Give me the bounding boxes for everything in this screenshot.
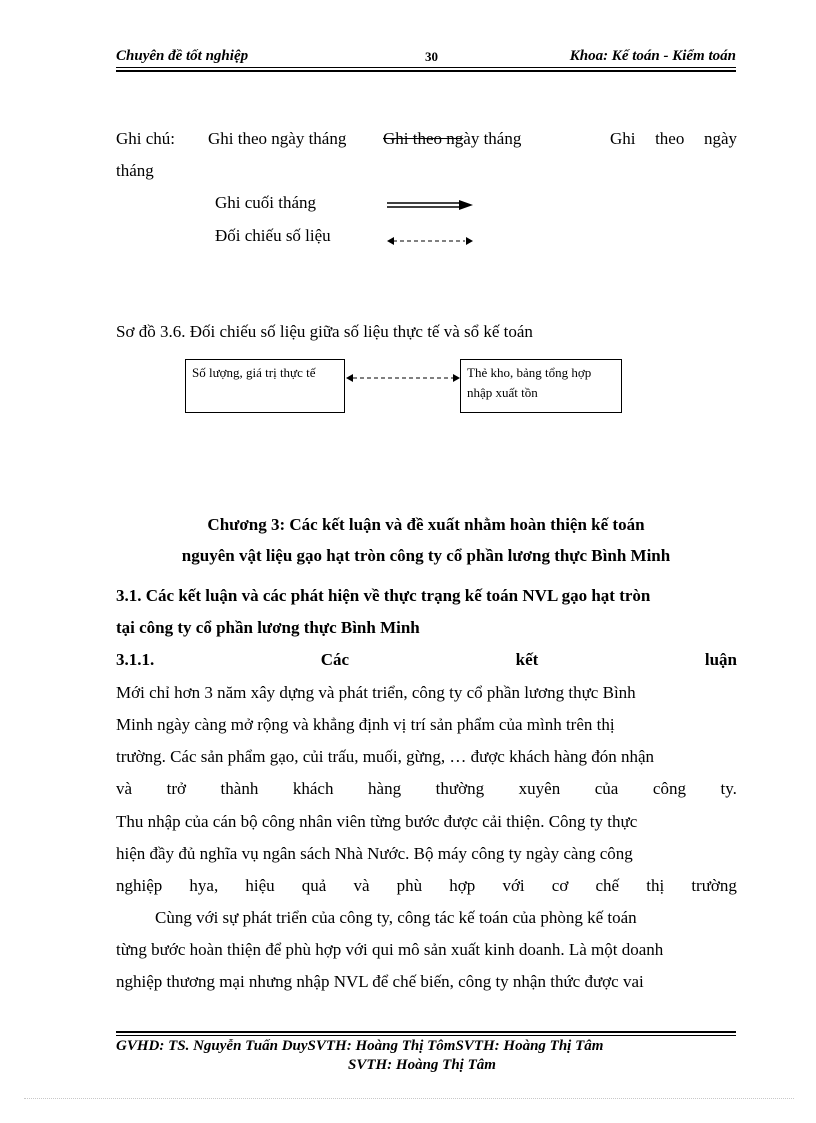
legend-reconcile: Đối chiếu số liệu — [215, 226, 331, 245]
diagram-box-ledger: Thẻ kho, bảng tổng hợp nhập xuất tồn — [460, 359, 622, 413]
header-rule — [116, 67, 736, 68]
word: trường — [691, 876, 737, 895]
footer-line1: GVHD: TS. Nguyễn Tuấn DuySVTH: Hoàng Thị TômSVTH: Hoàng Thị Tâm — [116, 1038, 604, 1054]
legend-month-end: Ghi cuối tháng — [215, 193, 317, 212]
word: của — [594, 779, 619, 798]
dashed-bidirectional-arrow-icon — [385, 235, 475, 247]
body-line: Thu nhập của cán bộ công nhân viên từng bước được cải thiện. Công ty thực — [116, 812, 638, 831]
word: quả — [301, 876, 327, 895]
footer-rule — [116, 1035, 736, 1036]
body-line-justified — [116, 876, 737, 896]
header-rule-thick — [116, 70, 736, 72]
word: thành — [220, 779, 259, 798]
word: thị — [646, 876, 665, 895]
header-left: Chuyên đề tốt nghiệp — [116, 48, 249, 64]
legend-wrap: tháng — [116, 161, 154, 180]
word: và — [353, 876, 370, 895]
legend-struck-text: Ghi theo ng — [383, 129, 464, 148]
word: cơ — [551, 876, 569, 895]
word: xuyên — [518, 779, 561, 798]
double-arrow-icon — [385, 198, 475, 214]
diagram-box-actual: Số lượng, giá trị thực tế — [185, 359, 345, 413]
word: Ghi — [610, 129, 636, 148]
word: hợp — [449, 876, 476, 895]
word: phù — [396, 876, 423, 895]
legend-struck-rest: ày tháng — [463, 129, 522, 148]
word: theo — [655, 129, 685, 148]
body-line: từng bước hoàn thiện để phù hợp với qui mô sản xuất kinh doanh. Là một doanh — [116, 940, 664, 959]
header-right: Khoa: Kế toán - Kiểm toán — [569, 48, 736, 64]
body-line: nghiệp thương mại nhưng nhập NVL để chế biến, công ty nhận thức được vai — [116, 972, 644, 991]
word: chế — [595, 876, 620, 895]
word: hiệu — [245, 876, 275, 895]
body-line: Mới chỉ hơn 3 năm xây dựng và phát triển, công ty cổ phần lương thực Bình — [116, 683, 636, 702]
page-edge-dotted — [24, 1098, 794, 1099]
section-heading-line1: 3.1. Các kết luận và các phát hiện về thực trạng kế toán NVL gạo hạt tròn — [116, 586, 651, 605]
section-heading-line2: tại công ty cổ phần lương thực Bình Minh — [116, 618, 420, 637]
word: ngày — [703, 129, 737, 148]
page-number: 30 — [425, 49, 438, 64]
word: Các — [320, 650, 350, 669]
word: khách — [292, 779, 334, 798]
word: ty. — [720, 779, 737, 798]
body-line: Minh ngày càng mở rộng và khẳng định vị trí sản phẩm của mình trên thị — [116, 715, 615, 734]
footer-rule-thick — [116, 1031, 736, 1033]
chapter-title-line1: Chương 3: Các kết luận và đề xuất nhằm hoàn thiện kế toán — [207, 515, 645, 534]
word: luận — [704, 650, 737, 669]
body-line: hiện đầy đủ nghĩa vụ ngân sách Nhà Nước. Bộ máy công ty ngày càng công — [116, 844, 633, 863]
word: nghiệp — [116, 876, 163, 895]
word: trở — [166, 779, 186, 798]
legend-item-daily-struck — [383, 129, 521, 149]
word: 3.1.1. — [116, 650, 155, 669]
body-line-indented: Cùng với sự phát triển của công ty, công tác kế toán của phòng kế toán — [155, 908, 637, 927]
word: công — [652, 779, 686, 798]
word: với — [502, 876, 525, 895]
legend-item-daily: Ghi theo ngày tháng — [208, 129, 347, 148]
word: và — [116, 779, 133, 798]
diagram-connector-arrow-icon — [345, 372, 461, 384]
word: thường — [435, 779, 485, 798]
body-line-justified — [116, 779, 737, 799]
word: hàng — [368, 779, 402, 798]
chapter-title-line2: nguyên vật liệu gạo hạt tròn công ty cổ phần lương thực Bình Minh — [181, 546, 671, 565]
body-line: trường. Các sản phẩm gạo, củi trấu, muối, gừng, … được khách hàng đón nhận — [116, 747, 655, 766]
word: kết — [515, 650, 539, 669]
subsection-heading — [116, 650, 737, 670]
legend-label: Ghi chú: — [116, 129, 176, 148]
legend-item-daily-justified — [610, 129, 737, 149]
word: hya, — [189, 876, 219, 895]
footer-line2: SVTH: Hoàng Thị Tâm — [348, 1057, 496, 1073]
diagram-caption: Sơ đồ 3.6. Đối chiếu số liệu giữa số liệu thực tế và sổ kế toán — [116, 322, 533, 341]
